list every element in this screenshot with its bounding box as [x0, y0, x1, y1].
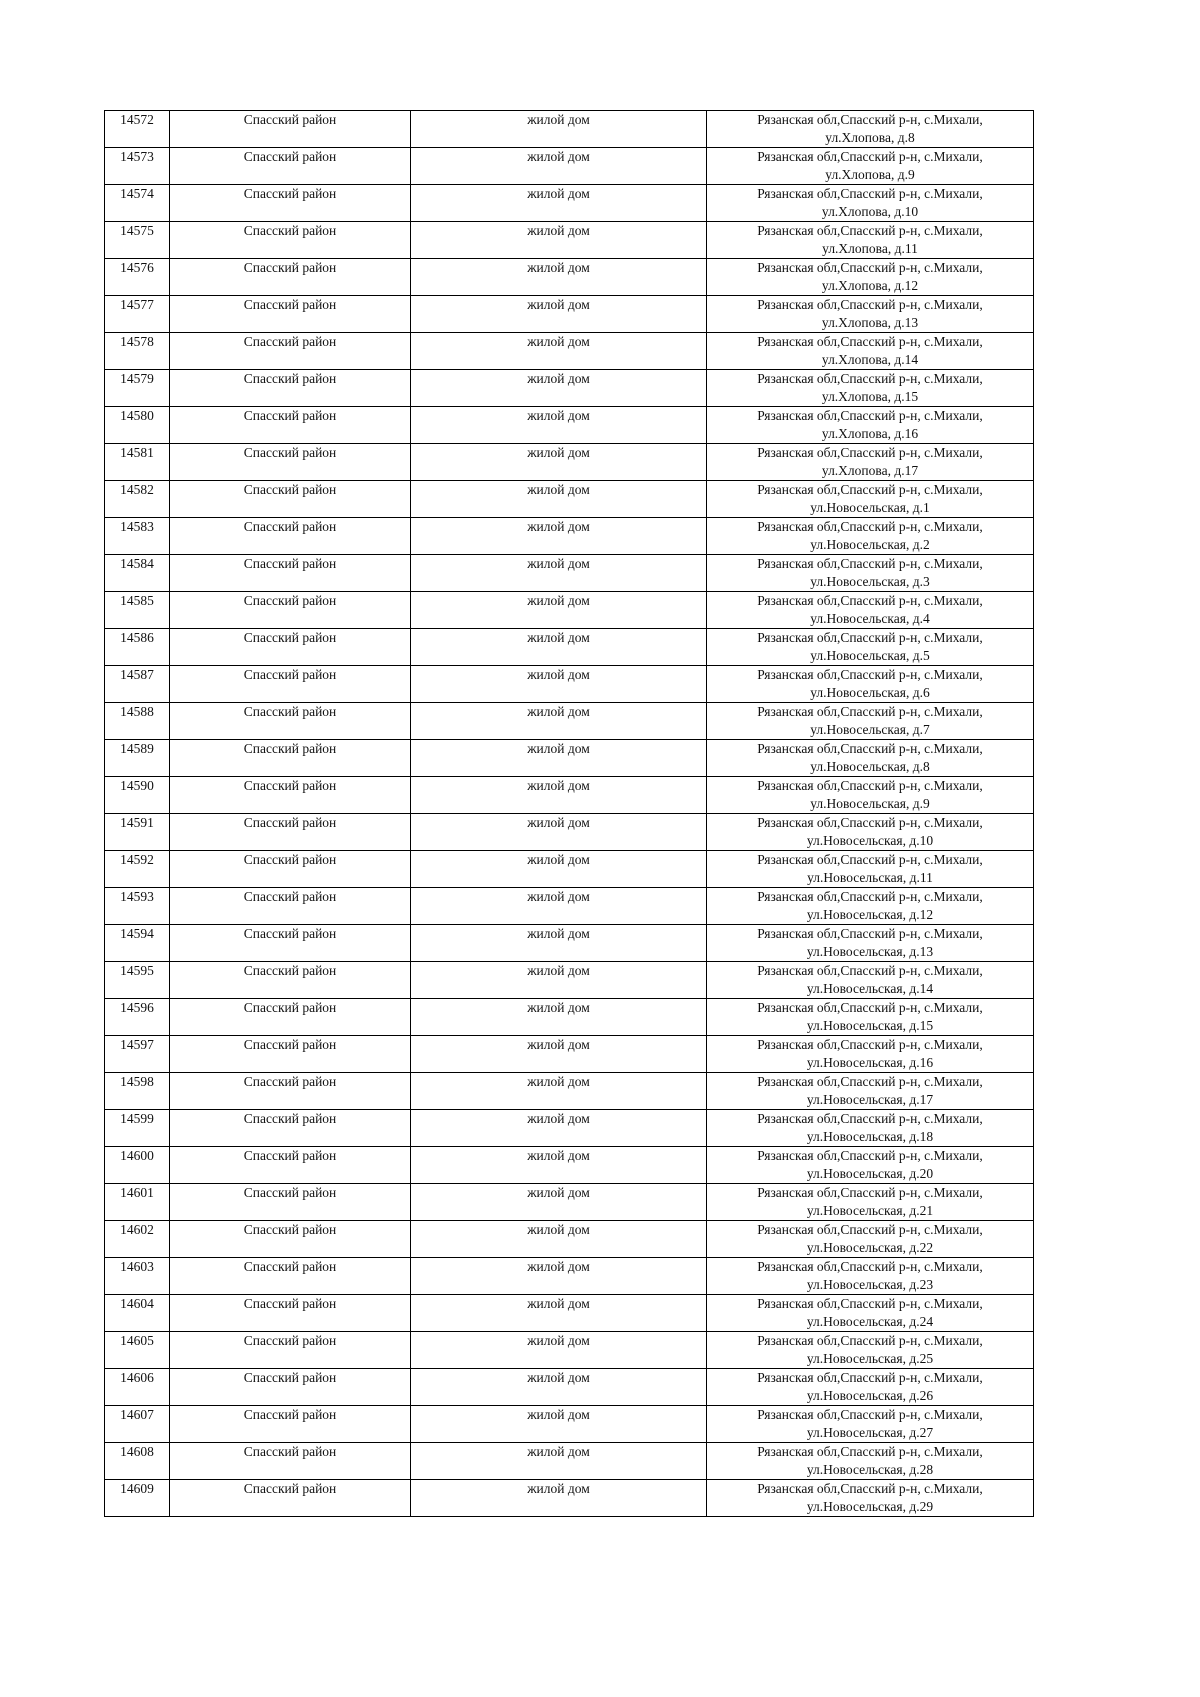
- object-type-cell: жилой дом: [411, 1147, 707, 1184]
- address-cell: [707, 777, 1034, 814]
- row-id-cell: 14602: [105, 1221, 170, 1258]
- address-line-1: Рязанская обл,Спасский р-н, с.Михали,: [757, 297, 983, 312]
- address-cell: [707, 148, 1034, 185]
- district-cell: Спасский район: [170, 1406, 411, 1443]
- table-row: [105, 1332, 1034, 1369]
- address-line-2: ул.Новосельская, д.3: [810, 574, 930, 589]
- district-cell: Спасский район: [170, 185, 411, 222]
- district-cell: Спасский район: [170, 814, 411, 851]
- address-cell: [707, 999, 1034, 1036]
- object-type-cell: жилой дом: [411, 740, 707, 777]
- address-line-2: ул.Новосельская, д.12: [806, 907, 934, 922]
- district-cell: Спасский район: [170, 222, 411, 259]
- district-cell: Спасский район: [170, 407, 411, 444]
- object-type-cell: жилой дом: [411, 1073, 707, 1110]
- table-row: [105, 481, 1034, 518]
- object-type-cell: жилой дом: [411, 481, 707, 518]
- address-cell: [707, 185, 1034, 222]
- address-line-2: ул.Новосельская, д.13: [806, 944, 934, 959]
- row-id-cell: 14588: [105, 703, 170, 740]
- property-registry-table: [104, 110, 1034, 1517]
- table-row: [105, 407, 1034, 444]
- table-row: [105, 333, 1034, 370]
- district-cell: Спасский район: [170, 333, 411, 370]
- district-cell: Спасский район: [170, 1258, 411, 1295]
- address-line-2: ул.Новосельская, д.6: [810, 685, 930, 700]
- address-cell: [707, 592, 1034, 629]
- object-type-cell: жилой дом: [411, 925, 707, 962]
- address-line-1: Рязанская обл,Спасский р-н, с.Михали,: [757, 556, 983, 571]
- row-id-cell: 14608: [105, 1443, 170, 1480]
- address-line-2: ул.Новосельская, д.10: [806, 833, 934, 848]
- table-row: [105, 259, 1034, 296]
- address-line-1: Рязанская обл,Спасский р-н, с.Михали,: [757, 630, 983, 645]
- district-cell: Спасский район: [170, 592, 411, 629]
- address-line-2: ул.Хлопова, д.15: [821, 389, 919, 404]
- address-line-1: Рязанская обл,Спасский р-н, с.Михали,: [757, 889, 983, 904]
- address-line-1: Рязанская обл,Спасский р-н, с.Михали,: [757, 815, 983, 830]
- address-line-2: ул.Хлопова, д.11: [822, 241, 918, 256]
- table-row: [105, 1184, 1034, 1221]
- address-line-1: Рязанская обл,Спасский р-н, с.Михали,: [757, 963, 983, 978]
- address-line-2: ул.Новосельская, д.27: [806, 1425, 934, 1440]
- address-line-2: ул.Новосельская, д.11: [807, 870, 933, 885]
- row-id-cell: 14597: [105, 1036, 170, 1073]
- row-id-cell: 14584: [105, 555, 170, 592]
- row-id-cell: 14582: [105, 481, 170, 518]
- address-line-1: Рязанская обл,Спасский р-н, с.Михали,: [757, 593, 983, 608]
- district-cell: Спасский район: [170, 1332, 411, 1369]
- district-cell: Спасский район: [170, 1480, 411, 1517]
- table-row: [105, 1258, 1034, 1295]
- address-line-1: Рязанская обл,Спасский р-н, с.Михали,: [757, 1296, 983, 1311]
- table-row: [105, 999, 1034, 1036]
- object-type-cell: жилой дом: [411, 777, 707, 814]
- address-line-2: ул.Новосельская, д.7: [810, 722, 930, 737]
- object-type-cell: жилой дом: [411, 1480, 707, 1517]
- row-id-cell: 14604: [105, 1295, 170, 1332]
- address-line-2: ул.Хлопова, д.14: [821, 352, 919, 367]
- address-cell: [707, 629, 1034, 666]
- table-row: [105, 888, 1034, 925]
- address-line-2: ул.Хлопова, д.13: [821, 315, 919, 330]
- table-row: [105, 296, 1034, 333]
- district-cell: Спасский район: [170, 1110, 411, 1147]
- table-row: [105, 555, 1034, 592]
- object-type-cell: жилой дом: [411, 222, 707, 259]
- row-id-cell: 14580: [105, 407, 170, 444]
- object-type-cell: жилой дом: [411, 1258, 707, 1295]
- address-line-2: ул.Новосельская, д.8: [810, 759, 930, 774]
- district-cell: Спасский район: [170, 444, 411, 481]
- row-id-cell: 14576: [105, 259, 170, 296]
- address-line-1: Рязанская обл,Спасский р-н, с.Михали,: [757, 852, 983, 867]
- address-cell: [707, 703, 1034, 740]
- table-row: [105, 629, 1034, 666]
- district-cell: Спасский район: [170, 111, 411, 148]
- row-id-cell: 14603: [105, 1258, 170, 1295]
- address-line-1: Рязанская обл,Спасский р-н, с.Михали,: [757, 704, 983, 719]
- row-id-cell: 14606: [105, 1369, 170, 1406]
- address-cell: [707, 518, 1034, 555]
- row-id-cell: 14601: [105, 1184, 170, 1221]
- row-id-cell: 14572: [105, 111, 170, 148]
- address-cell: [707, 259, 1034, 296]
- table-row: [105, 1443, 1034, 1480]
- address-line-2: ул.Новосельская, д.15: [806, 1018, 934, 1033]
- table-row: [105, 925, 1034, 962]
- row-id-cell: 14585: [105, 592, 170, 629]
- district-cell: Спасский район: [170, 962, 411, 999]
- district-cell: Спасский район: [170, 481, 411, 518]
- table-row: [105, 1480, 1034, 1517]
- address-cell: [707, 1110, 1034, 1147]
- address-line-2: ул.Новосельская, д.17: [806, 1092, 934, 1107]
- address-cell: [707, 1406, 1034, 1443]
- district-cell: Спасский район: [170, 518, 411, 555]
- address-line-1: Рязанская обл,Спасский р-н, с.Михали,: [757, 1222, 983, 1237]
- table-row: [105, 370, 1034, 407]
- table-row: [105, 518, 1034, 555]
- address-line-2: ул.Новосельская, д.28: [806, 1462, 934, 1477]
- table-row: [105, 1369, 1034, 1406]
- object-type-cell: жилой дом: [411, 1295, 707, 1332]
- object-type-cell: жилой дом: [411, 703, 707, 740]
- row-id-cell: 14593: [105, 888, 170, 925]
- object-type-cell: жилой дом: [411, 814, 707, 851]
- table-row: [105, 962, 1034, 999]
- address-cell: [707, 333, 1034, 370]
- address-line-2: ул.Хлопова, д.17: [821, 463, 919, 478]
- address-line-1: Рязанская обл,Спасский р-н, с.Михали,: [757, 408, 983, 423]
- object-type-cell: жилой дом: [411, 1184, 707, 1221]
- address-cell: [707, 1332, 1034, 1369]
- object-type-cell: жилой дом: [411, 1221, 707, 1258]
- address-line-1: Рязанская обл,Спасский р-н, с.Михали,: [757, 1148, 983, 1163]
- table-row: [105, 592, 1034, 629]
- address-line-1: Рязанская обл,Спасский р-н, с.Михали,: [757, 1000, 983, 1015]
- row-id-cell: 14595: [105, 962, 170, 999]
- district-cell: Спасский район: [170, 999, 411, 1036]
- row-id-cell: 14590: [105, 777, 170, 814]
- address-line-2: ул.Новосельская, д.20: [806, 1166, 934, 1181]
- address-line-1: Рязанская обл,Спасский р-н, с.Михали,: [757, 149, 983, 164]
- address-line-1: Рязанская обл,Спасский р-н, с.Михали,: [757, 1407, 983, 1422]
- table-row: [105, 185, 1034, 222]
- object-type-cell: жилой дом: [411, 1110, 707, 1147]
- address-cell: [707, 1258, 1034, 1295]
- table-row: [105, 666, 1034, 703]
- table-row: [105, 1036, 1034, 1073]
- row-id-cell: 14583: [105, 518, 170, 555]
- table-row: [105, 740, 1034, 777]
- address-line-1: Рязанская обл,Спасский р-н, с.Михали,: [757, 1444, 983, 1459]
- address-cell: [707, 740, 1034, 777]
- object-type-cell: жилой дом: [411, 111, 707, 148]
- district-cell: Спасский район: [170, 1295, 411, 1332]
- district-cell: Спасский район: [170, 1184, 411, 1221]
- address-cell: [707, 444, 1034, 481]
- object-type-cell: жилой дом: [411, 851, 707, 888]
- row-id-cell: 14578: [105, 333, 170, 370]
- address-cell: [707, 962, 1034, 999]
- row-id-cell: 14592: [105, 851, 170, 888]
- table-row: [105, 1073, 1034, 1110]
- district-cell: Спасский район: [170, 777, 411, 814]
- address-cell: [707, 1073, 1034, 1110]
- address-line-2: ул.Новосельская, д.2: [810, 537, 930, 552]
- address-line-2: ул.Новосельская, д.21: [806, 1203, 934, 1218]
- object-type-cell: жилой дом: [411, 1443, 707, 1480]
- address-cell: [707, 1295, 1034, 1332]
- address-line-2: ул.Новосельская, д.1: [810, 500, 930, 515]
- address-line-1: Рязанская обл,Спасский р-н, с.Михали,: [757, 1185, 983, 1200]
- object-type-cell: жилой дом: [411, 1332, 707, 1369]
- district-cell: Спасский район: [170, 1073, 411, 1110]
- object-type-cell: жилой дом: [411, 444, 707, 481]
- row-id-cell: 14598: [105, 1073, 170, 1110]
- district-cell: Спасский район: [170, 296, 411, 333]
- address-line-2: ул.Новосельская, д.25: [806, 1351, 934, 1366]
- address-line-1: Рязанская обл,Спасский р-н, с.Михали,: [757, 482, 983, 497]
- district-cell: Спасский район: [170, 1147, 411, 1184]
- row-id-cell: 14575: [105, 222, 170, 259]
- object-type-cell: жилой дом: [411, 296, 707, 333]
- table-row: [105, 851, 1034, 888]
- address-line-1: Рязанская обл,Спасский р-н, с.Михали,: [757, 1074, 983, 1089]
- address-line-2: ул.Хлопова, д.8: [825, 130, 915, 145]
- address-line-1: Рязанская обл,Спасский р-н, с.Михали,: [757, 223, 983, 238]
- row-id-cell: 14586: [105, 629, 170, 666]
- address-line-1: Рязанская обл,Спасский р-н, с.Михали,: [757, 1481, 983, 1496]
- address-line-1: Рязанская обл,Спасский р-н, с.Михали,: [757, 112, 983, 127]
- row-id-cell: 14589: [105, 740, 170, 777]
- address-cell: [707, 481, 1034, 518]
- address-line-1: Рязанская обл,Спасский р-н, с.Михали,: [757, 1370, 983, 1385]
- district-cell: Спасский район: [170, 148, 411, 185]
- address-line-1: Рязанская обл,Спасский р-н, с.Михали,: [757, 741, 983, 756]
- district-cell: Спасский район: [170, 851, 411, 888]
- address-line-2: ул.Новосельская, д.5: [810, 648, 930, 663]
- object-type-cell: жилой дом: [411, 407, 707, 444]
- address-line-2: ул.Новосельская, д.26: [806, 1388, 934, 1403]
- object-type-cell: жилой дом: [411, 962, 707, 999]
- table-row: [105, 1147, 1034, 1184]
- address-line-2: ул.Хлопова, д.10: [821, 204, 919, 219]
- district-cell: Спасский район: [170, 888, 411, 925]
- object-type-cell: жилой дом: [411, 666, 707, 703]
- row-id-cell: 14577: [105, 296, 170, 333]
- object-type-cell: жилой дом: [411, 629, 707, 666]
- address-line-1: Рязанская обл,Спасский р-н, с.Михали,: [757, 186, 983, 201]
- address-line-2: ул.Новосельская, д.9: [810, 796, 930, 811]
- address-line-1: Рязанская обл,Спасский р-н, с.Михали,: [757, 667, 983, 682]
- row-id-cell: 14574: [105, 185, 170, 222]
- district-cell: Спасский район: [170, 1369, 411, 1406]
- district-cell: Спасский район: [170, 1036, 411, 1073]
- address-line-2: ул.Новосельская, д.23: [806, 1277, 934, 1292]
- row-id-cell: 14587: [105, 666, 170, 703]
- table-row: [105, 703, 1034, 740]
- object-type-cell: жилой дом: [411, 1369, 707, 1406]
- address-line-1: Рязанская обл,Спасский р-н, с.Михали,: [757, 926, 983, 941]
- district-cell: Спасский район: [170, 703, 411, 740]
- object-type-cell: жилой дом: [411, 370, 707, 407]
- object-type-cell: жилой дом: [411, 888, 707, 925]
- address-cell: [707, 222, 1034, 259]
- registry-table-body: [105, 111, 1034, 1517]
- table-row: [105, 222, 1034, 259]
- address-line-1: Рязанская обл,Спасский р-н, с.Михали,: [757, 371, 983, 386]
- address-line-2: ул.Новосельская, д.24: [806, 1314, 934, 1329]
- address-line-2: ул.Новосельская, д.14: [806, 981, 934, 996]
- table-row: [105, 1110, 1034, 1147]
- object-type-cell: жилой дом: [411, 259, 707, 296]
- district-cell: Спасский район: [170, 1221, 411, 1258]
- address-cell: [707, 1480, 1034, 1517]
- table-row: [105, 777, 1034, 814]
- address-cell: [707, 296, 1034, 333]
- address-line-1: Рязанская обл,Спасский р-н, с.Михали,: [757, 334, 983, 349]
- address-line-2: ул.Хлопова, д.16: [821, 426, 919, 441]
- address-line-2: ул.Новосельская, д.4: [810, 611, 930, 626]
- object-type-cell: жилой дом: [411, 148, 707, 185]
- address-cell: [707, 111, 1034, 148]
- address-line-2: ул.Хлопова, д.9: [825, 167, 915, 182]
- table-row: [105, 1295, 1034, 1332]
- address-line-1: Рязанская обл,Спасский р-н, с.Михали,: [757, 519, 983, 534]
- row-id-cell: 14591: [105, 814, 170, 851]
- address-line-1: Рязанская обл,Спасский р-н, с.Михали,: [757, 445, 983, 460]
- object-type-cell: жилой дом: [411, 555, 707, 592]
- address-line-2: ул.Новосельская, д.18: [806, 1129, 934, 1144]
- district-cell: Спасский район: [170, 1443, 411, 1480]
- address-cell: [707, 1184, 1034, 1221]
- address-line-1: Рязанская обл,Спасский р-н, с.Михали,: [757, 1037, 983, 1052]
- address-line-1: Рязанская обл,Спасский р-н, с.Михали,: [757, 1333, 983, 1348]
- district-cell: Спасский район: [170, 740, 411, 777]
- row-id-cell: 14573: [105, 148, 170, 185]
- row-id-cell: 14607: [105, 1406, 170, 1443]
- address-cell: [707, 666, 1034, 703]
- object-type-cell: жилой дом: [411, 333, 707, 370]
- address-cell: [707, 1147, 1034, 1184]
- address-cell: [707, 407, 1034, 444]
- district-cell: Спасский район: [170, 370, 411, 407]
- address-cell: [707, 370, 1034, 407]
- table-row: [105, 1406, 1034, 1443]
- object-type-cell: жилой дом: [411, 592, 707, 629]
- address-line-1: Рязанская обл,Спасский р-н, с.Михали,: [757, 1259, 983, 1274]
- address-cell: [707, 1036, 1034, 1073]
- address-line-2: ул.Хлопова, д.12: [821, 278, 919, 293]
- table-row: [105, 111, 1034, 148]
- address-cell: [707, 1443, 1034, 1480]
- district-cell: Спасский район: [170, 555, 411, 592]
- table-row: [105, 444, 1034, 481]
- row-id-cell: 14600: [105, 1147, 170, 1184]
- row-id-cell: 14594: [105, 925, 170, 962]
- district-cell: Спасский район: [170, 259, 411, 296]
- district-cell: Спасский район: [170, 666, 411, 703]
- district-cell: Спасский район: [170, 629, 411, 666]
- address-cell: [707, 1221, 1034, 1258]
- address-cell: [707, 888, 1034, 925]
- table-row: [105, 814, 1034, 851]
- object-type-cell: жилой дом: [411, 518, 707, 555]
- row-id-cell: 14596: [105, 999, 170, 1036]
- object-type-cell: жилой дом: [411, 1036, 707, 1073]
- address-cell: [707, 555, 1034, 592]
- row-id-cell: 14609: [105, 1480, 170, 1517]
- row-id-cell: 14605: [105, 1332, 170, 1369]
- district-cell: Спасский район: [170, 925, 411, 962]
- table-row: [105, 148, 1034, 185]
- address-line-2: ул.Новосельская, д.29: [806, 1499, 934, 1514]
- address-cell: [707, 1369, 1034, 1406]
- object-type-cell: жилой дом: [411, 999, 707, 1036]
- address-cell: [707, 851, 1034, 888]
- row-id-cell: 14581: [105, 444, 170, 481]
- address-line-1: Рязанская обл,Спасский р-н, с.Михали,: [757, 778, 983, 793]
- address-line-2: ул.Новосельская, д.22: [806, 1240, 934, 1255]
- table-row: [105, 1221, 1034, 1258]
- address-cell: [707, 925, 1034, 962]
- address-cell: [707, 814, 1034, 851]
- address-line-2: ул.Новосельская, д.16: [806, 1055, 934, 1070]
- address-line-1: Рязанская обл,Спасский р-н, с.Михали,: [757, 1111, 983, 1126]
- row-id-cell: 14579: [105, 370, 170, 407]
- row-id-cell: 14599: [105, 1110, 170, 1147]
- object-type-cell: жилой дом: [411, 1406, 707, 1443]
- address-line-1: Рязанская обл,Спасский р-н, с.Михали,: [757, 260, 983, 275]
- object-type-cell: жилой дом: [411, 185, 707, 222]
